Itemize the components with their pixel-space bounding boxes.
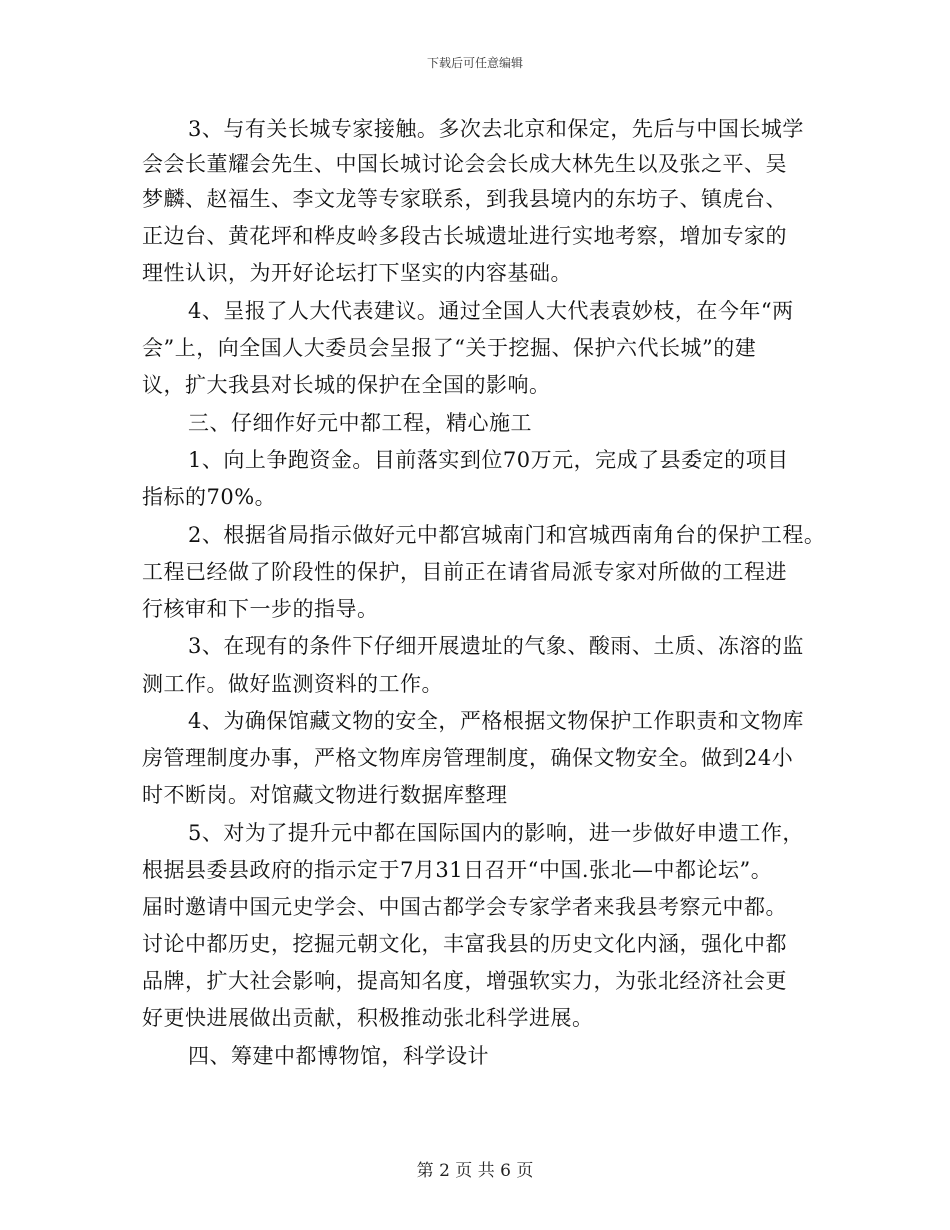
paragraph-line: 房管理制度办事，严格文物库房管理制度，确保文物安全。做到24小 [142,746,794,770]
paragraph-line: 测工作。做好监测资料的工作。 [142,672,443,696]
paragraph-line: 会会长董耀会先生、中国长城讨论会会长成大林先生以及张之平、吴 [142,152,787,176]
paragraph-line: 正边台、黄花坪和桦皮岭多段古长城遗址进行实地考察，增加专家的 [142,224,787,248]
section-heading: 四、筹建中都博物馆，科学设计 [188,1044,489,1068]
paragraph-line: 讨论中都历史，挖掘元朝文化，丰富我县的历史文化内涵，强化中都 [142,932,787,956]
page-header: 下载后可任意编辑 [426,56,523,70]
paragraph-line: 5、对为了提升元中都在国际国内的影响，进一步做好申遗工作， [188,821,804,845]
section-heading: 三、仔细作好元中都工程，精心施工 [188,411,532,435]
paragraph-line: 1、向上争跑资金。目前落实到位70万元，完成了县委定的项目 [188,448,789,472]
paragraph-line: 梦麟、赵福生、李文龙等专家联系，到我县境内的东坊子、镇虎台、 [142,187,787,211]
paragraph-line: 议，扩大我县对长城的保护在全国的影响。 [142,373,551,397]
paragraph-line: 2、根据省局指示做好元中都宫城南门和宫城西南角台的保护工程。 [188,523,826,547]
paragraph-line: 时不断岗。对馆藏文物进行数据库整理 [142,783,508,807]
page-footer: 第 2 页 共 6 页 [416,1161,534,1181]
paragraph-line: 根据县委县政府的指示定于7月31日召开“中国.张北—中都论坛”。 [142,858,773,882]
paragraph-line: 届时邀请中国元史学会、中国古都学会专家学者来我县考察元中都。 [142,895,787,919]
paragraph-line: 3、与有关长城专家接触。多次去北京和保定，先后与中国长城学 [188,117,804,141]
paragraph-line: 品牌，扩大社会影响，提高知名度，增强软实力，为张北经济社会更 [142,969,787,993]
paragraph-line: 3、在现有的条件下仔细开展遗址的气象、酸雨、土质、冻溶的监 [188,634,804,658]
paragraph-line: 会”上，向全国人大委员会呈报了“关于挖掘、保护六代长城”的建 [142,336,757,360]
paragraph-line: 指标的70%。 [142,485,277,509]
paragraph-line: 工程已经做了阶段性的保护，目前正在请省局派专家对所做的工程进 [142,560,787,584]
paragraph-line: 好更快进展做出贡献，积极推动张北科学进展。 [142,1006,594,1030]
paragraph-line: 行核审和下一步的指导。 [142,597,379,621]
paragraph-line: 理性认识，为开好论坛打下坚实的内容基础。 [142,261,572,285]
paragraph-line: 4、为确保馆藏文物的安全，严格根据文物保护工作职责和文物库 [188,709,804,733]
paragraph-line: 4、呈报了人大代表建议。通过全国人大代表袁妙枝，在今年“两 [188,299,794,323]
